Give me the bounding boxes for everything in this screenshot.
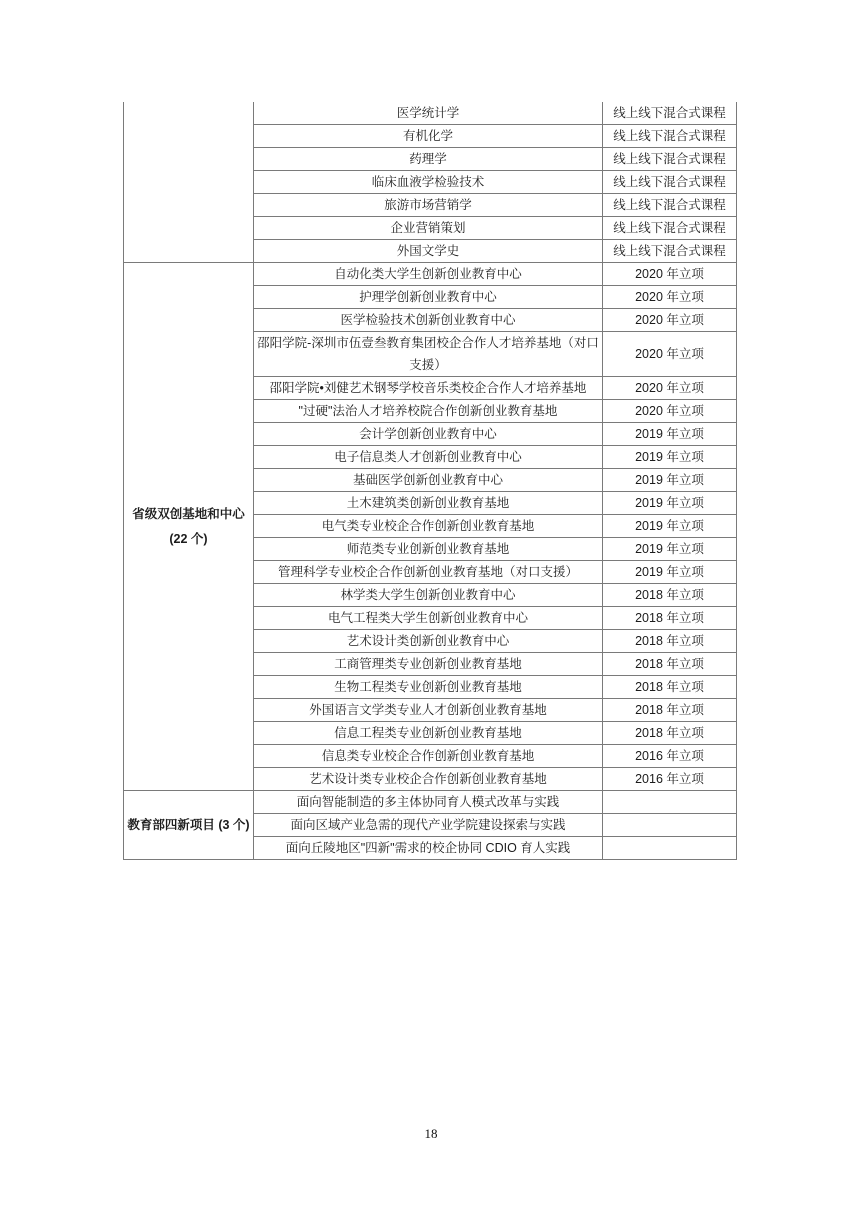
item-value-cell: 2018 年立项 [603, 676, 737, 699]
item-value-cell: 2019 年立项 [603, 561, 737, 584]
item-name-cell: 土木建筑类创新创业教育基地 [254, 492, 603, 515]
item-value-cell: 2020 年立项 [603, 263, 737, 286]
section-label-cell [124, 791, 254, 860]
item-name-cell: 信息类专业校企合作创新创业教育基地 [254, 745, 603, 768]
item-value-cell: 2019 年立项 [603, 538, 737, 561]
item-value-cell: 2019 年立项 [603, 515, 737, 538]
item-value-cell: 2019 年立项 [603, 423, 737, 446]
item-value-cell: 线上线下混合式课程 [603, 217, 737, 240]
item-value-cell: 线上线下混合式课程 [603, 148, 737, 171]
item-name-cell: 外国文学史 [254, 240, 603, 263]
item-value-cell: 2018 年立项 [603, 699, 737, 722]
item-name-cell: 工商管理类专业创新创业教育基地 [254, 653, 603, 676]
item-value-cell: 线上线下混合式课程 [603, 102, 737, 125]
item-value-cell: 线上线下混合式课程 [603, 194, 737, 217]
item-name-cell: 企业营销策划 [254, 217, 603, 240]
table-row [124, 791, 737, 814]
section-label-line: (22 个) [169, 531, 208, 546]
item-value-cell: 2020 年立项 [603, 309, 737, 332]
item-value-cell: 2020 年立项 [603, 377, 737, 400]
item-name-cell: 电气工程类大学生创新创业教育中心 [254, 607, 603, 630]
item-value-cell: 2018 年立项 [603, 630, 737, 653]
section-label-line: 教育部四新项目 (3 个) [127, 817, 250, 832]
item-name-cell: 邵阳学院•刘健艺术钢琴学校音乐类校企合作人才培养基地 [254, 377, 603, 400]
projects-table-body [124, 102, 737, 860]
item-name-cell: 护理学创新创业教育中心 [254, 286, 603, 309]
item-name-cell: 电子信息类人才创新创业教育中心 [254, 446, 603, 469]
item-value-cell [603, 791, 737, 814]
item-name-cell: 邵阳学院-深圳市伍壹叁教育集团校企合作人才培养基地（对口支援） [254, 332, 603, 377]
item-name-cell: 有机化学 [254, 125, 603, 148]
item-value-cell: 2020 年立项 [603, 332, 737, 377]
item-name-cell: 电气类专业校企合作创新创业教育基地 [254, 515, 603, 538]
item-value-cell: 2018 年立项 [603, 653, 737, 676]
item-name-cell: 会计学创新创业教育中心 [254, 423, 603, 446]
item-value-cell: 2020 年立项 [603, 286, 737, 309]
item-name-cell: 医学统计学 [254, 102, 603, 125]
item-name-cell: 信息工程类专业创新创业教育基地 [254, 722, 603, 745]
section-label-line: 省级双创基地和中心 [132, 506, 245, 521]
item-value-cell: 2018 年立项 [603, 584, 737, 607]
projects-table [123, 102, 737, 860]
item-value-cell [603, 837, 737, 860]
item-name-cell: 外国语言文学类专业人才创新创业教育基地 [254, 699, 603, 722]
item-name-cell: 面向智能制造的多主体协同育人模式改革与实践 [254, 791, 603, 814]
table-row [124, 263, 737, 286]
item-value-cell: 2019 年立项 [603, 469, 737, 492]
item-name-cell: 艺术设计类创新创业教育中心 [254, 630, 603, 653]
item-value-cell: 2018 年立项 [603, 607, 737, 630]
item-value-cell: 2016 年立项 [603, 768, 737, 791]
item-name-cell: 旅游市场营销学 [254, 194, 603, 217]
item-name-cell: "过硬"法治人才培养校院合作创新创业教育基地 [254, 400, 603, 423]
item-name-cell: 基础医学创新创业教育中心 [254, 469, 603, 492]
item-value-cell: 线上线下混合式课程 [603, 171, 737, 194]
item-name-cell: 医学检验技术创新创业教育中心 [254, 309, 603, 332]
item-value-cell: 线上线下混合式课程 [603, 125, 737, 148]
table-row [124, 102, 737, 125]
item-name-cell: 艺术设计类专业校企合作创新创业教育基地 [254, 768, 603, 791]
section-label-cell [124, 102, 254, 263]
item-name-cell: 临床血液学检验技术 [254, 171, 603, 194]
item-value-cell: 2019 年立项 [603, 492, 737, 515]
item-value-cell: 2020 年立项 [603, 400, 737, 423]
item-value-cell: 2018 年立项 [603, 722, 737, 745]
item-name-cell: 生物工程类专业创新创业教育基地 [254, 676, 603, 699]
item-name-cell: 管理科学专业校企合作创新创业教育基地（对口支援） [254, 561, 603, 584]
item-name-cell: 林学类大学生创新创业教育中心 [254, 584, 603, 607]
item-name-cell: 面向丘陵地区"四新"需求的校企协同 CDIO 育人实践 [254, 837, 603, 860]
section-label-cell [124, 263, 254, 791]
item-name-cell: 自动化类大学生创新创业教育中心 [254, 263, 603, 286]
item-value-cell: 线上线下混合式课程 [603, 240, 737, 263]
item-name-cell: 面向区域产业急需的现代产业学院建设探索与实践 [254, 814, 603, 837]
item-name-cell: 药理学 [254, 148, 603, 171]
item-value-cell [603, 814, 737, 837]
item-value-cell: 2016 年立项 [603, 745, 737, 768]
page-number: 18 [424, 1126, 438, 1141]
item-value-cell: 2019 年立项 [603, 446, 737, 469]
item-name-cell: 师范类专业创新创业教育基地 [254, 538, 603, 561]
